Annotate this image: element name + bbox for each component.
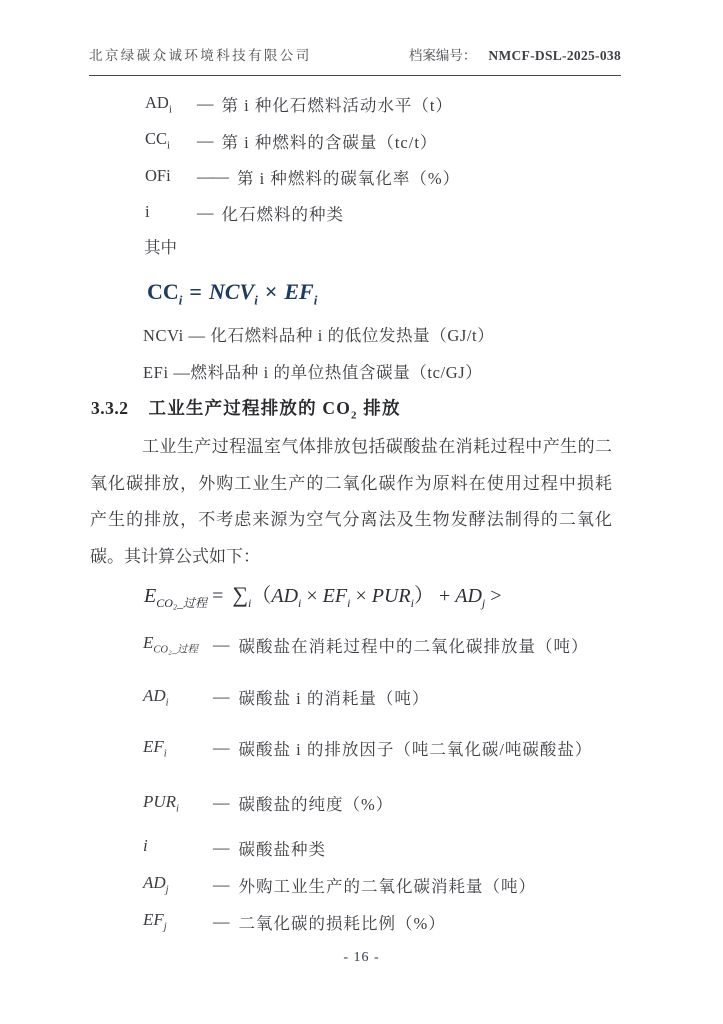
archive-label: 档案编号： <box>408 48 477 63</box>
symbol: $AD_j$ <box>143 873 169 896</box>
times-sign: × <box>355 585 367 607</box>
plus-sign: + <box>438 585 451 607</box>
symbol: $EF_i$ <box>143 736 167 760</box>
symbol: OFi <box>145 165 171 185</box>
section-heading <box>91 396 401 428</box>
dash: —— <box>197 166 228 186</box>
definition-line: NCVi — 化石燃料品种 i 的低位发热量（GJ/t） <box>143 326 495 345</box>
archive-number: NMCF-DSL-2025-038 <box>488 48 621 63</box>
page-header <box>89 44 621 76</box>
definition-text: 第 i 种燃料的含碳量（tc/t） <box>221 132 438 152</box>
definition-text: 化石燃料的种类 <box>221 205 344 225</box>
dash: — <box>213 687 229 706</box>
symbol: i <box>145 202 150 222</box>
formula-ad: AD <box>271 585 299 607</box>
definition-row <box>145 86 460 122</box>
cc-formula: $CC_i = NCV_i \times EF_i$ <box>147 279 318 308</box>
formula-ncv: NCV <box>208 279 255 304</box>
definition-line: EFi —燃料品种 i 的单位热值含碳量（tc/GJ） <box>143 363 483 382</box>
times-sign: × <box>306 585 318 607</box>
definition-row <box>143 866 592 903</box>
archive-number-field <box>409 44 621 64</box>
definition-text: 第 i 种化石燃料活动水平（t） <box>221 96 453 116</box>
definition-row <box>143 903 592 940</box>
definition-text: 碳酸盐在消耗过程中的二氧化碳排放量（吨） <box>238 637 589 656</box>
symbol: $AD_i$ <box>145 93 172 116</box>
sum-symbol: ∑ <box>232 582 249 607</box>
formula-adj: AD <box>455 585 482 607</box>
process-emissions-formula: $E_{CO_2\_过程} = \sum_i(AD_i \times EF_i \times PUR_i) + AD_j$ > <box>144 582 502 610</box>
symbol: i <box>143 836 148 856</box>
definition-row <box>145 122 460 158</box>
paragraph-line: 工业生产过程温室气体排放包括碳酸盐在消耗过程中产生的二 <box>142 437 612 456</box>
symbol: $EF_j$ <box>143 910 167 933</box>
definition-text: 第 i 种燃料的碳氧化率（%） <box>237 168 461 188</box>
definition-row <box>143 829 592 866</box>
definition-row <box>145 159 460 195</box>
heat-value-definitions <box>143 317 494 391</box>
definition-row <box>143 626 592 664</box>
dash: — <box>213 911 229 931</box>
formula-ef: EF <box>284 279 314 304</box>
close-paren: ） <box>413 585 434 607</box>
definition-text: 碳酸盐的纯度（%） <box>238 795 394 814</box>
definition-row <box>143 729 592 767</box>
equals-sign: = <box>212 585 224 607</box>
process-definitions-list <box>143 626 592 940</box>
definition-text: 碳酸盐 i 的消耗量（吨） <box>238 689 430 708</box>
formula-ef: EF <box>322 585 348 607</box>
dash: — <box>213 635 229 654</box>
open-paren: （ <box>251 585 272 607</box>
symbol: $CC_i$ <box>145 129 171 152</box>
section-title: 工业生产过程排放的 $CO_2$ 排放 <box>148 398 401 422</box>
definition-text: 碳酸盐种类 <box>238 839 326 859</box>
fuel-definitions-list <box>145 86 460 232</box>
trailing-operator: > <box>490 585 502 607</box>
definition-text: 碳酸盐 i 的排放因子（吨二氧化碳/吨碳酸盐） <box>238 740 593 759</box>
company-name: 北京绿碳众诚环境科技有限公司 <box>89 48 312 63</box>
symbol: $E_{CO_2\_过程}$ <box>143 633 198 656</box>
dash: — <box>197 203 213 223</box>
definition-row <box>143 678 592 716</box>
symbol: $PUR_i$ <box>143 791 179 815</box>
definition-row <box>143 784 592 822</box>
definition-text: 二氧化碳的损耗比例（%） <box>238 913 446 933</box>
symbol: $AD_i$ <box>143 685 169 709</box>
equals-sign: = <box>189 279 202 304</box>
dash: — <box>213 837 229 857</box>
formula-pur: PUR <box>371 585 411 607</box>
page-number: - 16 - <box>343 950 380 965</box>
dash: — <box>213 738 229 757</box>
dash: — <box>213 874 229 894</box>
dash: — <box>213 793 229 812</box>
body-paragraph <box>90 429 612 576</box>
formula-lhs: CC <box>147 279 179 304</box>
paragraph-line: 氧化碳排放，外购工业生产的二氧化碳作为原料在使用过程中损耗 <box>90 473 612 493</box>
times-sign: × <box>264 279 278 304</box>
paragraph-line: 产生的排放，不考虑来源为空气分离法及生物发酵法制得的二氧化 <box>90 510 612 530</box>
dash: — <box>197 94 213 114</box>
section-number: 3.3.2 <box>91 398 129 418</box>
paragraph-line: 碳。其计算公式如下： <box>90 547 260 567</box>
dash: — <box>197 130 213 150</box>
definition-text: 外购工业生产的二氧化碳消耗量（吨） <box>238 876 536 896</box>
formula-lhs: E <box>144 585 157 607</box>
among-label: 其中 <box>144 238 177 257</box>
definition-row <box>145 195 460 231</box>
